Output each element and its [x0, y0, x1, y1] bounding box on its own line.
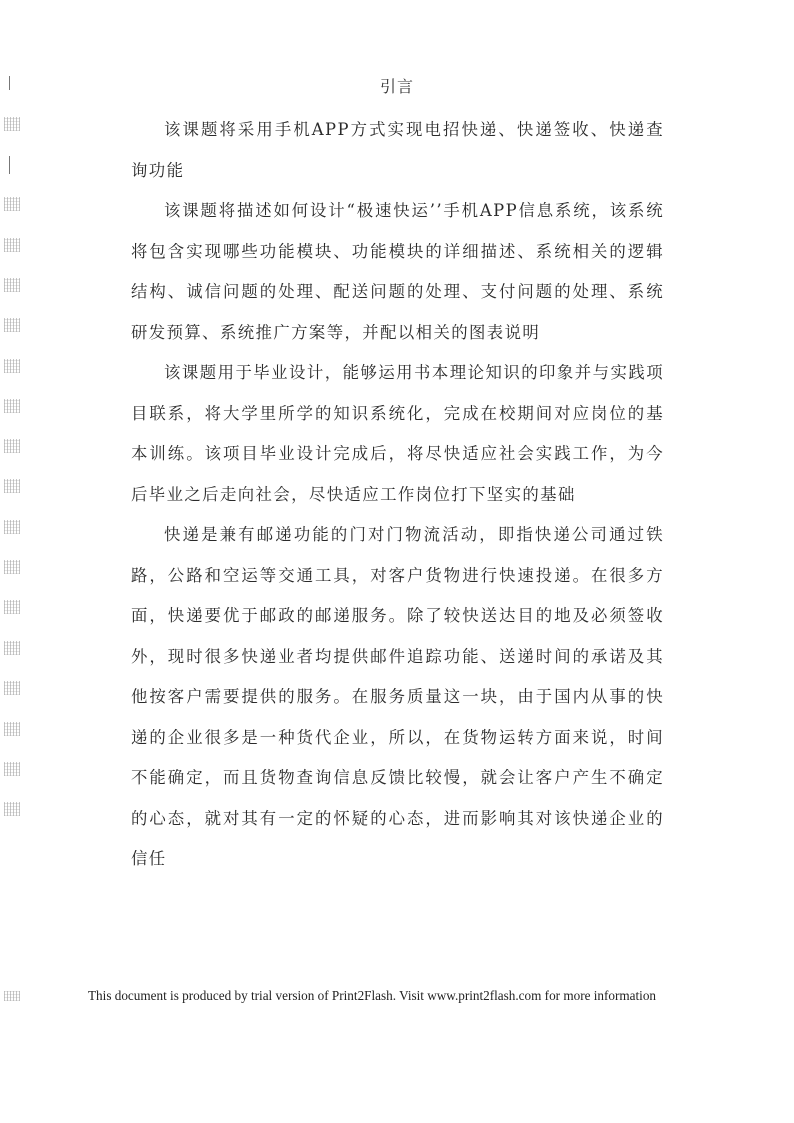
- margin-scan-mark: [4, 238, 20, 252]
- margin-scan-mark: [4, 318, 20, 332]
- body-text: [131, 110, 664, 880]
- margin-scan-mark: [4, 359, 20, 373]
- margin-scan-mark: [4, 399, 20, 413]
- margin-scan-mark: [4, 117, 20, 131]
- margin-scan-mark: [4, 991, 20, 1001]
- margin-scan-mark: [4, 681, 20, 695]
- paragraph: 该课题将描述如何设计“极速快运’’手机APP信息系统，该系统将包含实现哪些功能模块、功能模块的详细描述、系统相关的逻辑结构、诚信问题的处理、配送问题的处理、支付问题的处理、系统研发预算、系统推广方案等，并配以相关的图表说明: [131, 201, 664, 342]
- trial-watermark-footer: This document is produced by trial version of Print2Flash. Visit www.print2flash.com for more information: [88, 988, 657, 1003]
- margin-scan-mark: [4, 560, 20, 574]
- margin-scan-mark: [4, 722, 20, 736]
- margin-scan-mark: [4, 278, 20, 292]
- paragraph: 该课题用于毕业设计，能够运用书本理论知识的印象并与实践项目联系，将大学里所学的知识系统化，完成在校期间对应岗位的基本训练。该项目毕业设计完成后，将尽快适应社会实践工作，为今后毕业之后走向社会，尽快适应工作岗位打下坚实的基础: [131, 363, 664, 504]
- paragraph: 该课题将采用手机APP方式实现电招快递、快递签收、快递查询功能: [131, 120, 664, 180]
- margin-scan-mark: [4, 439, 20, 453]
- page-title: 引言: [379, 77, 414, 96]
- margin-scan-mark: [4, 641, 20, 655]
- margin-scan-mark: [4, 762, 20, 776]
- margin-scan-mark: [4, 802, 20, 816]
- paragraph: 快递是兼有邮递功能的门对门物流活动，即指快递公司通过铁路，公路和空运等交通工具，对客户货物进行快速投递。在很多方面，快递要优于邮政的邮递服务。除了较快送达目的地及必须签收外，现时很多快递业者均提供邮件追踪功能、送递时间的承诺及其他按客户需要提供的服务。在服务质量这一块，由于国内从事的快递的企业很多是一种货代企业，所以，在货物运转方面来说，时间不能确定，而且货物查询信息反馈比较慢，就会让客户产生不确定的心态，就对其有一定的怀疑的心态，进而影响其对该快递企业的信任: [131, 525, 664, 868]
- margin-scan-mark: [4, 520, 20, 534]
- margin-scan-mark: [4, 197, 20, 211]
- margin-scan-mark: [4, 600, 20, 614]
- margin-scan-mark: [4, 479, 20, 493]
- margin-line-mark: [9, 156, 10, 174]
